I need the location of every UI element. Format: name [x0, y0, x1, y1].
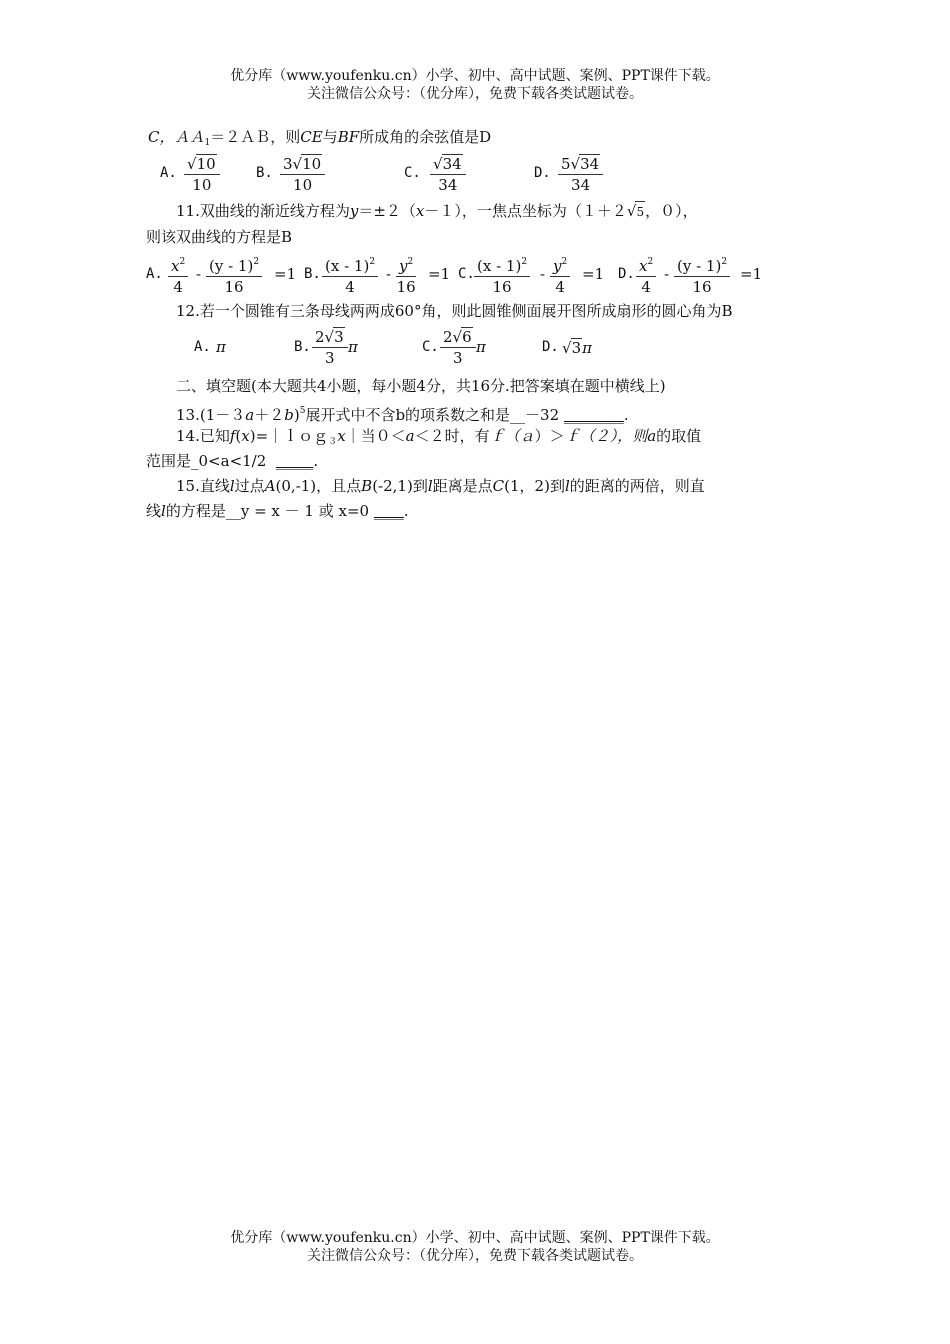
q15-line1: 15.直线l过点A(0,-1)，且点B(-2,1)到l距离是点C(1，2)到l的距离的两倍，则直: [176, 477, 705, 495]
q13-blank: ________: [563, 406, 624, 424]
q12-option-c-label: C.: [422, 339, 439, 355]
q10-option-d-label: D.: [534, 165, 551, 181]
q11-option-a-term1: $\frac{x^2}{4}$: [168, 253, 188, 296]
q10-option-b: $\frac{3√10}{10}$: [280, 154, 325, 194]
header-line-2: 关注微信公众号：（优分库），免费下载各类试题试卷。: [307, 86, 643, 102]
q11-stem-line2: 则该双曲线的方程是B: [146, 228, 293, 246]
q15-line2: 线l的方程是__y = x － 1 或 x=0 ____.: [146, 502, 409, 520]
q12-option-a-label: A.: [194, 339, 211, 355]
q12-stem: 12.若一个圆锥有三条母线两两成60°角，则此圆锥侧面展开图所成扇形的圆心角为B: [176, 302, 733, 320]
q11-option-b-term2: $\frac{y^2}{16}$: [396, 253, 416, 296]
q12-option-c: $\frac{2√6}{3}$: [440, 327, 476, 367]
q10-option-d: $\frac{5√34}{34}$: [558, 154, 603, 194]
q12-option-d: √3π: [562, 339, 592, 357]
q11-option-c-term2: $\frac{y^2}{4}$: [550, 253, 570, 296]
q12-option-b: $\frac{2√3}{3}$: [312, 327, 348, 367]
q12-option-b-label: B.: [294, 339, 311, 355]
q12-option-d-label: D.: [542, 339, 559, 355]
q14-answer: _0<a<1/2: [191, 452, 267, 470]
q12-option-a: π: [216, 338, 226, 356]
q15-answer: __y = x － 1 或 x=0: [225, 502, 370, 520]
q15-blank: ____: [373, 502, 404, 520]
q10-option-a: $\frac{√10}{10}$: [184, 154, 220, 194]
q11-option-b-label: B.: [304, 266, 321, 282]
q13: $13.(1-3a+2b)^5$展开式中不含b的项系数之和是__－32 ________.: [176, 406, 629, 424]
page-header: [0, 67, 950, 103]
q11-option-d-term1: $\frac{x^2}{4}$: [636, 253, 656, 296]
q10-option-a-label: A.: [160, 165, 177, 181]
q14-line1: 14.已知f(x)=｜ｌｏｇ$_3$x｜当０＜a＜２时，有ｆ（ａ）＞ｆ（２），则a的取值: [176, 427, 702, 447]
q11-option-c-term1: $\frac{(x - 1)^2}{16}$: [474, 253, 530, 296]
q11-stem-line1: 11.双曲线的渐近线方程为y＝±２（x－１），一焦点坐标为（１＋２√5，０），: [176, 202, 698, 220]
q11-option-a-label: A.: [146, 266, 163, 282]
footer-line-2: 关注微信公众号：（优分库），免费下载各类试题试卷。: [307, 1248, 643, 1264]
q10-option-c: $\frac{√34}{34}$: [430, 154, 466, 194]
q11-option-d-term2: $\frac{(y - 1)^2}{16}$: [674, 253, 730, 296]
q14-blank: _____: [275, 452, 314, 470]
q10-option-c-label: C.: [404, 165, 421, 181]
q11-option-d-label: D.: [618, 266, 635, 282]
header-line-1: 优分库（www.youfenku.cn）小学、初中、高中试题、案例、PPT课件下载。: [230, 68, 720, 84]
q11-option-c-label: C.: [458, 266, 475, 282]
q12-answer: B: [721, 302, 733, 320]
q11-option-a-term2: $\frac{(y - 1)^2}{16}$: [206, 253, 262, 296]
q10-option-b-label: B.: [256, 165, 273, 181]
q11-option-b-term1: $\frac{(x - 1)^2}{4}$: [322, 253, 378, 296]
page-footer: [0, 1229, 950, 1265]
q10-answer: D: [479, 128, 492, 146]
q14-line2: 范围是_0<a<1/2 _____.: [146, 452, 319, 470]
section-2-heading: 二、填空题(本大题共4小题，每小题4分，共16分.把答案填在题中横线上): [176, 377, 666, 395]
footer-line-1: 优分库（www.youfenku.cn）小学、初中、高中试题、案例、PPT课件下载。: [230, 1230, 720, 1246]
q13-answer: __－32: [510, 406, 560, 424]
q11-answer: B: [281, 228, 293, 246]
q10-stem: C，ＡＡ$_1$＝２ＡＢ，则CE与BF所成角的余弦值是D: [148, 128, 492, 148]
